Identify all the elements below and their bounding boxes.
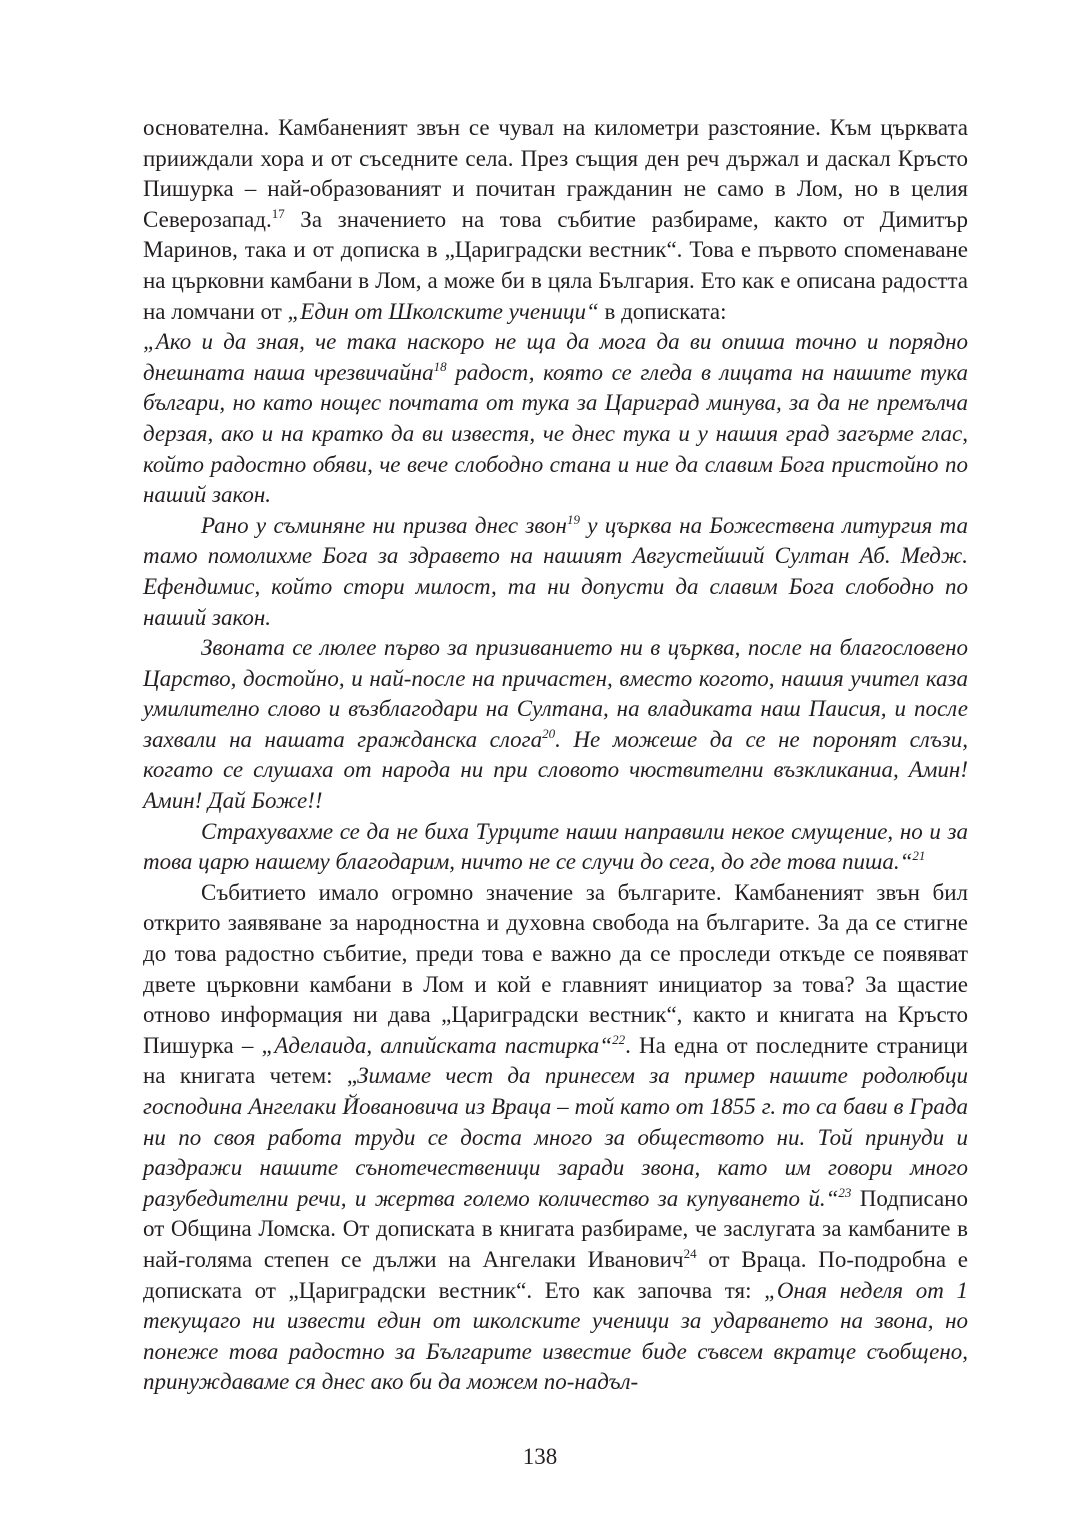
footnote-23: 23 — [838, 1184, 852, 1200]
page-number: 138 — [522, 1444, 558, 1469]
footnote-24: 24 — [683, 1245, 697, 1261]
paragraph-text: в дописката: — [598, 298, 727, 324]
quoted-author: „Един от Школските ученици“ — [287, 298, 599, 324]
paragraph-1 — [143, 113, 968, 511]
paragraph-text: За значението на това събитие разбираме, както от Димитър Маринов, така и от дописка в „Цариградски вестник“. Това е първото споменаване на църковни камбани в Лом, а може би в цяла България. Ето как е описана радостта на ломчани от — [143, 206, 968, 324]
quotation-text: Рано у съминяне ни призва днес звон — [201, 512, 567, 538]
quotation-text: „Ако и да зная, че така наскоро не ща да мога да ви опиша точно и порядно днешната наша чрезвичайна — [143, 329, 968, 385]
quotation-text: радост, която се гледа в лицата на нашите тука българи, но като нощес почтата от тука за Цариград минува, за да не премълча дерзая, ако и на кратко да ви известя, че днес тука и у нашия град загърме глас, който радостно обяви, че вече слободно стана и ние да славим Бога пристойно по наший закон. — [143, 359, 969, 508]
paragraph-text: Събитието имало огромно значение за българите. Камбаненият звън бил открито заявяване за народностна и духовна свобода на българите. За да се стигне до това радостно събитие, преди това е важно да се проследи откъде се появяват двете църковни камбани в Лом и кой е главният инициатор за това? За щастие отново информация ни дава „Цариградски вестник“, както и книгата на Кръсто Пишурка – — [143, 879, 968, 1058]
paragraph-text: Подписано от Община Ломска. От дописката в книгата разбираме, че заслугата за камбаните в най-голяма степен се дължи на Ангелаки Иванович — [143, 1185, 968, 1272]
quotation-text: . Не можеше да се не поронят слъзи, когато се слушаха от народа ни при словото чюствителни възкликаниа, Амин! Амин! Дай Боже!! — [143, 726, 968, 814]
paragraph-text: основателна. Камбаненият звън се чувал на километри разстояние. Към църквата прииждали хора и от съседните села. През същия ден реч държал и даскал Кръсто Пишурка – най-образованият и почитан гражданин не само в Лом, но в целия Северозапад. — [143, 115, 968, 232]
footnote-18: 18 — [433, 358, 447, 374]
book-title: „Аделаида, алпийската пастирка“ — [261, 1032, 613, 1058]
quotation-text: Зимаме чест да принесем за пример нашите родолюбци господина Ангелаки Йовановича из Враца – той като от 1855 г. то са бави в Града ни по своя работа труди се доста много за обществото ни. Той принуди и раздражи нашите сънотечественици заради звона, като им говори много разубедителни речи, и жертва големо количество за купуването й.“ — [143, 1063, 968, 1211]
paragraph-3 — [143, 633, 968, 817]
paragraph-text: . На една от последните страници на книгата четем: „ — [143, 1032, 968, 1089]
footnote-21: 21 — [912, 848, 926, 864]
quotation-text: „Оная неделя от 1 текущаго ни извести един от школските ученици за ударването на звона, но понеже това радостно за Българите известие биде съвсем вкратце съобщено, принуждаваме ся днес ако би да можем по-надъл- — [143, 1277, 968, 1395]
footnote-20: 20 — [542, 725, 556, 741]
paragraph-4 — [143, 817, 968, 878]
footnote-19: 19 — [566, 511, 580, 527]
footnote-22: 22 — [612, 1031, 626, 1047]
paragraph-5 — [143, 878, 968, 1398]
quotation-text: у църква на Божествена литургия та тамо помолихме Бога за здравето на нашият Августейший Султан Аб. Медж. Ефендимис, който стори милост, та ни допусти да славим Бога слободно по наший закон. — [143, 512, 968, 630]
paragraph-2 — [143, 511, 968, 633]
quotation-text: Страхувахме се да не биха Турците наши направили некое смущение, но и за това царю нашему благодарим, ничто не се случи до сега, до где това пиша.“ — [143, 818, 968, 875]
paragraph-text: от Враца. По-подробна е дописката от „Цариградски вестник“. Ето как започва тя: — [143, 1246, 968, 1303]
footnote-17: 17 — [271, 205, 285, 221]
quotation-text: Звоната се люлее първо за призиванието ни в църква, после на благословено Царство, достойно, и най-после на причастен, вместо когото, нашия учител каза умилително слово и възблагодари на Султана, на владиката наш Паисия, и после захвали на нашата гражданска слога — [143, 635, 968, 752]
body-text — [143, 113, 968, 1398]
